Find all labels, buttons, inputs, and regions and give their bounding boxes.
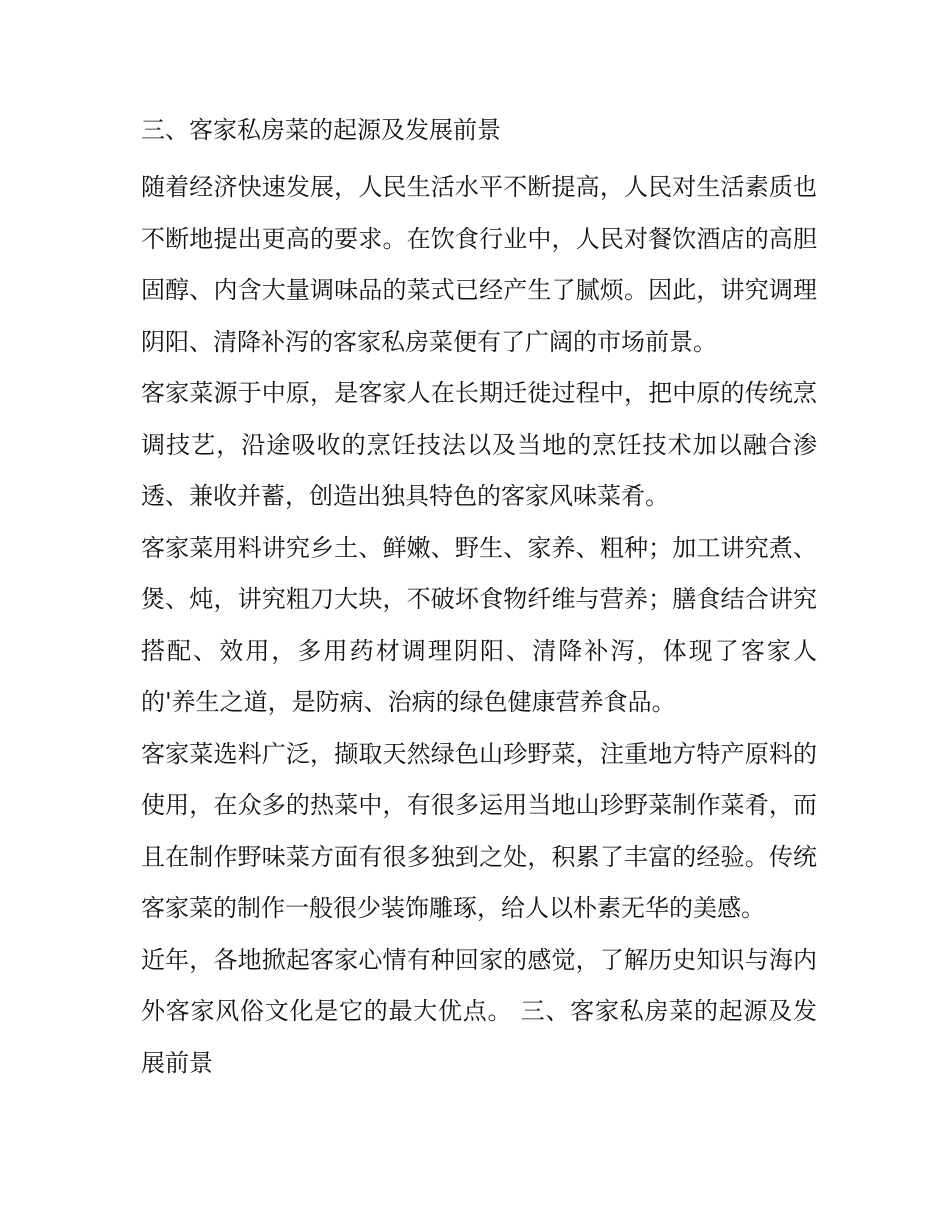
paragraph-ingredients: 客家菜用料讲究乡土、鲜嫩、野生、家养、粗种；加工讲究煮、煲、炖，讲究粗刀大块，不破坏食物纤维与营养；膳食结合讲究搭配、效用，多用药材调理阴阳、清降补泻，体现了客家人的'养生之道，是防病、治病的绿色健康营养食品。	[141, 533, 817, 716]
paragraph-recent-years: 近年，各地掀起客家心情有种回家的感觉，了解历史知识与海内外客家风俗文化是它的最大优点。 三、客家私房菜的起源及发展前景	[141, 945, 817, 1077]
section-heading: 三、客家私房菜的起源及发展前景	[141, 116, 501, 144]
document-page	[141, 112, 817, 1089]
paragraph-origin: 客家菜源于中原，是客家人在长期迁徙过程中，把中原的传统烹调技艺，沿途吸收的烹饪技法以及当地的烹饪技术加以融合渗透、兼收并蓄，创造出独具特色的客家风味菜肴。	[141, 379, 817, 510]
paragraph-selection: 客家菜选料广泛，撷取天然绿色山珍野菜，注重地方特产原料的使用，在众多的热菜中，有很多运用当地山珍野菜制作菜肴，而且在制作野味菜方面有很多独到之处，积累了丰富的经验。传统客家菜的制作一般很少装饰雕琢，给人以朴素无华的美感。	[141, 739, 817, 922]
paragraph-economy: 随着经济快速发展，人民生活水平不断提高，人民对生活素质也不断地提出更高的要求。在饮食行业中，人民对餐饮酒店的高胆固醇、内含大量调味品的菜式已经产生了腻烦。因此，讲究调理阴阳、清降补泻的客家私房菜便有了广阔的市场前景。	[141, 173, 817, 356]
